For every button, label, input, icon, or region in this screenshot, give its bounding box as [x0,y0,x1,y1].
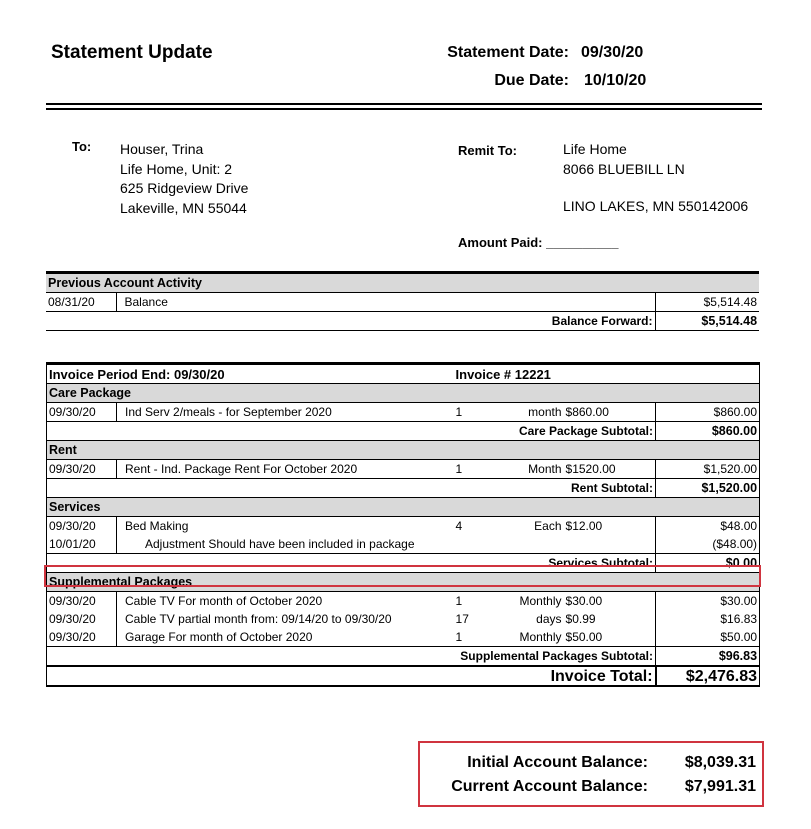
row-qty: 1 [455,461,463,476]
due-date-label: Due Date: [494,72,569,89]
table-row [47,610,760,628]
row-qty: 1 [455,629,463,644]
row-date: 09/30/20 [47,403,117,422]
table-row [47,460,760,479]
balance-forward-row [46,312,759,331]
supp-subtotal-value: $96.83 [656,647,760,667]
supp-subtotal-label: Supplemental Packages Subtotal: [47,647,656,667]
to-city: Lakeville, MN 55044 [120,199,247,216]
row-rate: $1520.00 [565,461,616,476]
section-care-package: Care Package [47,384,760,403]
row-date: 09/30/20 [47,517,117,536]
row-unit: Monthly [519,629,562,644]
row-qty: 1 [455,593,463,608]
invoice-table [46,362,760,687]
table-row [47,403,760,422]
row-desc: Rent - Ind. Package Rent For October 2020 [125,461,358,476]
row-desc: Cable TV partial month from: 09/14/20 to 09/30/20 [125,611,392,626]
statement-title: Statement Update [51,42,213,63]
row-qty: 1 [455,404,463,419]
row-unit: Each [534,518,562,533]
statement-date: 09/30/20 [581,44,644,61]
remit-city: LINO LAKES, MN 550142006 [563,198,749,214]
to-address [120,140,248,218]
current-balance-label: Current Account Balance: [451,778,648,795]
row-desc: Garage For month of October 2020 [125,629,313,644]
section-services: Services [47,498,760,517]
row-date: 09/30/20 [47,592,117,611]
row-amount: $860.00 [656,403,760,422]
invoice-number: Invoice # 12221 [454,364,760,384]
to-label: To: [72,139,92,154]
statement-date-label: Statement Date: [447,44,569,61]
section-rent: Rent [47,441,760,460]
row-unit: Monthly [519,593,562,608]
row-amount: ($48.00) [656,535,760,554]
row-date: 09/30/20 [47,628,117,647]
invoice-period: Invoice Period End: 09/30/20 [47,364,454,384]
row-desc: Balance [124,294,168,309]
due-date: 10/10/20 [584,72,647,89]
to-facility: Life Home, Unit: 2 [120,160,233,177]
row-desc: Adjustment Should have been included in package [145,536,415,551]
row-desc: Cable TV For month of October 2020 [125,593,323,608]
to-street: 625 Ridgeview Drive [120,180,249,196]
header-rule [46,103,762,105]
invoice-total-value: $2,476.83 [656,666,760,686]
row-qty: 17 [455,611,469,626]
row-rate: $0.99 [565,611,596,626]
row-date: 09/30/20 [47,460,117,479]
row-desc: Ind Serv 2/meals - for September 2020 [125,404,332,419]
to-name: Houser, Trina [120,141,204,157]
row-amount: $5,514.48 [655,293,759,312]
header-rule-double [46,108,762,110]
care-subtotal-value: $860.00 [656,422,760,441]
row-amount: $1,520.00 [656,460,760,479]
remit-label: Remit To: [458,143,517,158]
row-rate: $30.00 [565,593,603,608]
row-date: 08/31/20 [46,293,116,312]
row-unit: days [536,611,562,626]
balance-forward-label: Balance Forward: [46,312,655,331]
row-qty: 4 [455,518,463,533]
section-supplemental: Supplemental Packages [47,573,760,592]
initial-balance-label: Initial Account Balance: [467,754,648,771]
previous-activity-heading: Previous Account Activity [46,273,759,293]
amount-paid-blank[interactable]: __________ [546,235,619,250]
invoice-total-label: Invoice Total: [47,666,656,686]
care-subtotal-label: Care Package Subtotal: [47,422,656,441]
row-unit: Month [528,461,562,476]
amount-paid[interactable] [458,235,618,250]
table-row-adjustment [47,535,760,554]
services-subtotal-label: Services Subtotal: [47,554,656,573]
row-desc: Bed Making [125,518,189,533]
amount-paid-label: Amount Paid: [458,235,543,250]
rent-subtotal-value: $1,520.00 [656,479,760,498]
row-rate: $860.00 [565,404,609,419]
balance-forward-value: $5,514.48 [655,312,759,331]
row-amount: $48.00 [656,517,760,536]
rent-subtotal-label: Rent Subtotal: [47,479,656,498]
row-unit: month [528,404,562,419]
row-rate: $12.00 [565,518,603,533]
row-date: 09/30/20 [47,610,117,628]
previous-activity-table [46,271,759,331]
table-row [46,293,759,312]
row-amount: $30.00 [656,592,760,611]
remit-street: 8066 BLUEBILL LN [563,161,685,177]
table-row [47,592,760,611]
balance-highlight [418,741,764,807]
table-row [47,628,760,647]
initial-balance-value: $8,039.31 [684,754,756,771]
row-rate: $50.00 [565,629,603,644]
services-subtotal-value: $0.00 [656,554,760,573]
adjustment-highlight [44,565,761,587]
row-amount: $50.00 [656,628,760,647]
row-date: 10/01/20 [47,535,117,554]
remit-name: Life Home [563,141,627,157]
row-amount: $16.83 [656,610,760,628]
table-row [47,517,760,536]
current-balance-value: $7,991.31 [684,778,756,795]
